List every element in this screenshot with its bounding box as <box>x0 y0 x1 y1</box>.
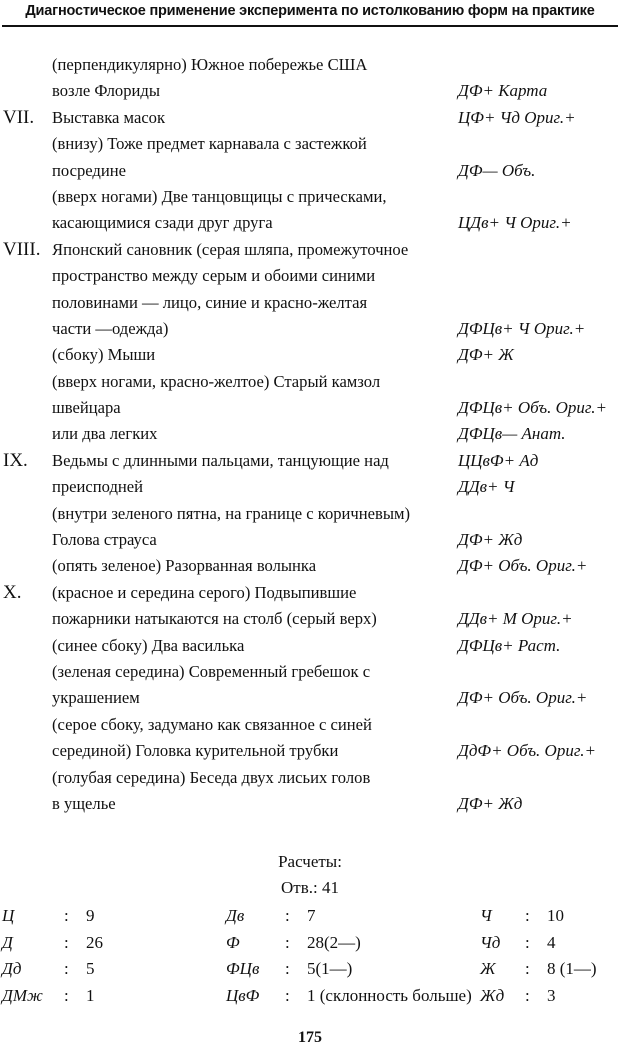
protocol-row <box>0 580 620 606</box>
protocol-row <box>0 527 620 553</box>
header-rule <box>2 25 618 27</box>
protocol-row <box>0 791 620 817</box>
response-text: посредине <box>52 160 126 180</box>
response-text: возле Флориды <box>52 81 160 101</box>
calc-separator: : <box>285 932 290 952</box>
roman-numeral: X. <box>3 581 22 603</box>
calc-value: 7 <box>307 906 316 925</box>
scoring-code: ДФ+ Жд <box>458 530 523 550</box>
response-text: (зеленая середина) Современный гребешок с <box>52 661 371 681</box>
calc-value: 1 (склонность больше) <box>307 985 472 1005</box>
response-text: преисподней <box>52 477 144 497</box>
response-text: (синее сбоку) Два василька <box>52 635 245 655</box>
protocol-row <box>0 659 620 685</box>
protocol-row <box>0 78 620 104</box>
protocol-row <box>0 263 620 289</box>
calc-value: 28(2—) <box>307 932 361 952</box>
calc-value: 5(1—) <box>307 959 353 978</box>
protocol-row <box>0 52 620 78</box>
calc-category: Дв <box>226 906 245 925</box>
roman-numeral: VII. <box>3 106 35 128</box>
protocol-row <box>0 342 620 368</box>
calc-separator: : <box>64 959 69 978</box>
response-text: пожарники натыкаются на столб (серый верх) <box>52 609 377 629</box>
calc-category: Жд <box>480 985 505 1005</box>
response-text: Выставка масок <box>52 107 166 127</box>
protocol-row <box>0 712 620 738</box>
protocol-row <box>0 395 620 421</box>
calc-value: 1 <box>86 985 95 1005</box>
calc-category: Ж <box>480 959 496 978</box>
response-text: украшением <box>52 688 140 708</box>
response-text: части —одежда) <box>52 318 169 338</box>
scoring-code: ДФЦв— Анат. <box>458 424 566 444</box>
response-text: (вверх ногами) Две танцовщицы с прическами, <box>52 186 387 206</box>
protocol-row <box>0 501 620 527</box>
calc-category: Чд <box>480 932 501 952</box>
roman-numeral: VIII. <box>3 238 41 260</box>
protocol-row <box>0 474 620 500</box>
calc-row <box>0 983 620 1009</box>
calc-category: Ф <box>226 932 240 952</box>
response-text: Голова страуса <box>52 530 157 550</box>
protocol-row <box>0 290 620 316</box>
response-text: Ведьмы с длинными пальцами, танцующие над <box>52 450 389 470</box>
response-text: пространство между серым и обоими синими <box>52 266 376 286</box>
calc-separator: : <box>64 985 69 1005</box>
calc-title: Расчеты: <box>278 852 342 871</box>
response-text: швейцара <box>52 398 121 418</box>
scoring-code: ДДв+ М Ориг.+ <box>458 609 573 629</box>
calc-category: Ц <box>2 906 15 925</box>
response-text: (опять зеленое) Разорванная волынка <box>52 556 317 576</box>
running-header: Диагностическое применение эксперимента по истолкованию форм на практике <box>25 3 595 19</box>
response-text: или два легких <box>52 424 158 444</box>
scoring-code: ЦДв+ Ч Ориг.+ <box>458 213 572 233</box>
page-number: 175 <box>298 1029 322 1046</box>
calc-value: 10 <box>547 906 564 925</box>
calc-separator: : <box>525 985 530 1005</box>
scoring-code: ДФЦв+ Объ. Ориг.+ <box>458 398 607 418</box>
response-text: (внизу) Тоже предмет карнавала с застежкой <box>52 134 367 154</box>
calc-separator: : <box>525 906 530 925</box>
calc-answers: Отв.: 41 <box>281 878 339 897</box>
protocol-row <box>0 105 620 131</box>
scoring-code: ДФ+ Объ. Ориг.+ <box>458 688 588 708</box>
calc-value: 5 <box>86 959 95 978</box>
protocol-row <box>0 316 620 342</box>
protocol-row <box>0 421 620 447</box>
calc-separator: : <box>525 932 530 952</box>
response-text: (внутри зеленого пятна, на границе с коричневым) <box>52 503 411 523</box>
response-text: половинами — лицо, синие и красно-желтая <box>52 292 368 312</box>
response-text: касающимися сзади друг друга <box>52 213 273 233</box>
protocol-row <box>0 369 620 395</box>
protocol-row <box>0 210 620 236</box>
calc-row <box>0 956 620 982</box>
scoring-code: ДдФ+ Объ. Ориг.+ <box>458 741 596 761</box>
protocol-list <box>0 52 620 817</box>
calc-category: Ч <box>480 906 492 925</box>
scoring-code: ЦЦвФ+ Ад <box>458 450 539 470</box>
response-text: в ущелье <box>52 793 116 813</box>
calc-value: 3 <box>547 985 556 1005</box>
protocol-row <box>0 633 620 659</box>
response-text: серединой) Головка курительной трубки <box>52 741 339 761</box>
response-text: (сбоку) Мыши <box>52 345 156 365</box>
response-text: (перпендикулярно) Южное побережье США <box>52 55 368 74</box>
response-text: (серое сбоку, задумано как связанное с синей <box>52 714 372 734</box>
calc-value: 8 (1—) <box>547 959 597 978</box>
scoring-code: ЦФ+ Чд Ориг.+ <box>458 107 576 127</box>
calc-separator: : <box>285 959 290 978</box>
protocol-row <box>0 131 620 157</box>
protocol-row <box>0 237 620 263</box>
protocol-row <box>0 685 620 711</box>
calc-category: ДМж <box>2 985 43 1005</box>
scoring-code: ДФ+ Жд <box>458 793 523 813</box>
scoring-code: ДФЦв+ Раст. <box>458 635 561 655</box>
protocol-row <box>0 606 620 632</box>
scoring-code: ДФЦв+ Ч Ориг.+ <box>458 318 586 338</box>
response-text: (голубая середина) Беседа двух лисьих голов <box>52 767 371 787</box>
response-text: Японский сановник (серая шляпа, промежуточное <box>52 239 409 259</box>
calc-category: Д <box>2 932 13 952</box>
protocol-row <box>0 553 620 579</box>
protocol-row <box>0 448 620 474</box>
calc-separator: : <box>285 906 290 925</box>
calc-row <box>0 930 620 956</box>
scoring-code: ДФ— Объ. <box>458 160 536 180</box>
scoring-code: ДФ+ Объ. Ориг.+ <box>458 556 588 576</box>
protocol-row <box>0 738 620 764</box>
calc-category: Дд <box>2 959 22 978</box>
calc-separator: : <box>64 932 69 952</box>
calc-value: 26 <box>86 932 103 952</box>
protocol-row <box>0 184 620 210</box>
scoring-code: ДФ+ Карта <box>458 81 548 101</box>
protocol-row <box>0 765 620 791</box>
calc-row <box>0 903 620 929</box>
calc-value: 4 <box>547 932 556 952</box>
roman-numeral: IX. <box>3 449 28 471</box>
protocol-row <box>0 158 620 184</box>
response-text: (вверх ногами, красно-желтое) Старый камзол <box>52 371 381 391</box>
calc-separator: : <box>525 959 530 978</box>
calc-value: 9 <box>86 906 95 925</box>
scoring-code: ДДв+ Ч <box>458 477 515 497</box>
response-text: (красное и середина серого) Подвыпившие <box>52 582 357 602</box>
calc-category: ЦвФ <box>226 985 260 1005</box>
calc-separator: : <box>64 906 69 925</box>
calc-category: ФЦв <box>226 959 260 978</box>
calc-separator: : <box>285 985 290 1005</box>
scoring-code: ДФ+ Ж <box>458 345 514 365</box>
